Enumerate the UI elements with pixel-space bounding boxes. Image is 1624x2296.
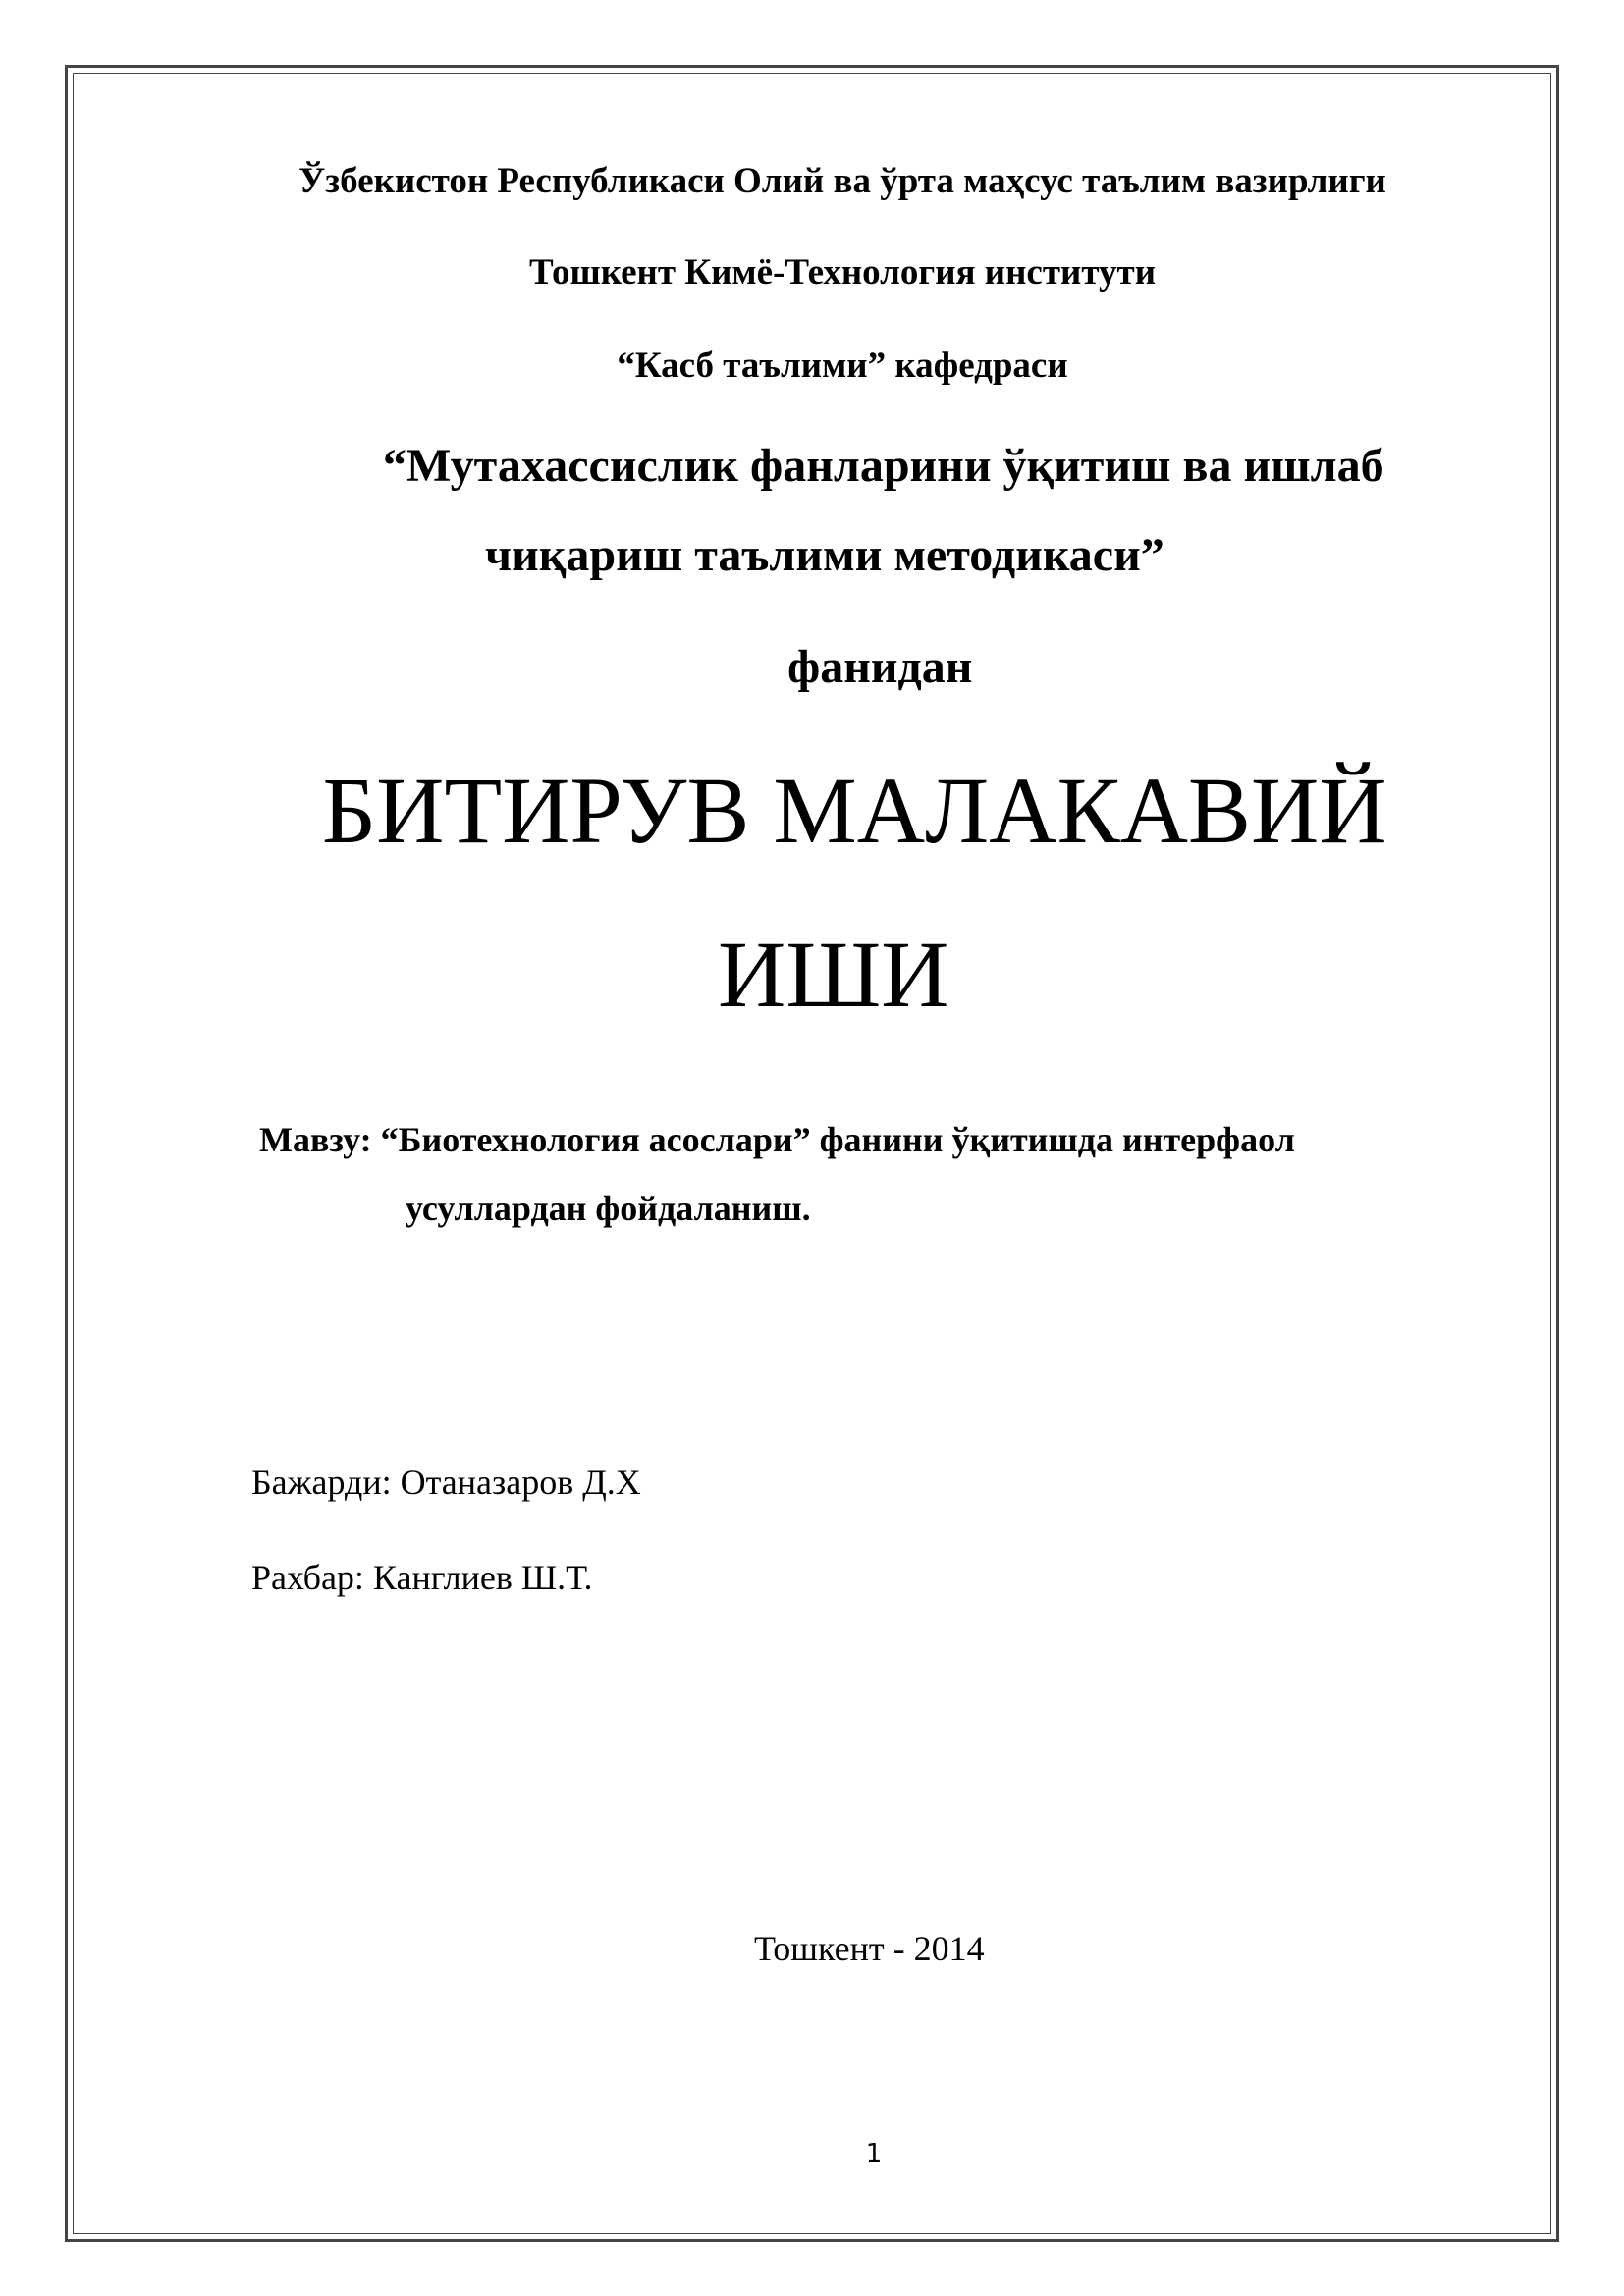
city-year: Тошкент - 2014 — [754, 1929, 985, 1968]
subject-line-1: “Мутахассислик фанларини ўқитиш ва ишлаб — [383, 440, 1384, 492]
page-number: 1 — [865, 2139, 883, 2168]
subject-line-2: чиқариш таълими методикаси” — [485, 529, 1164, 581]
institute-name: Тошкент Кимё-Технология институти — [528, 252, 1157, 293]
author: Бажарди: Отаназаров Д.Х — [251, 1463, 641, 1502]
subject-suffix: фанидан — [787, 641, 973, 693]
work-title-line-1: БИТИРУВ МАЛАКАВИЙ — [322, 758, 1387, 863]
supervisor: Рахбар: Канглиев Ш.Т. — [251, 1558, 593, 1597]
ministry-name: Ўзбекистон Республикаси Олий ва ўрта маҳсус таълим вазирлиги — [298, 161, 1386, 201]
topic-line-1: Мавзу: “Биотехнология асослари” фанини ўқитишда интерфаол — [259, 1120, 1295, 1159]
work-title-line-2: ИШИ — [718, 922, 949, 1027]
department-name: “Касб таълими” кафедраси — [617, 346, 1068, 386]
topic-line-2: усуллардан фойдаланиш. — [406, 1189, 811, 1228]
